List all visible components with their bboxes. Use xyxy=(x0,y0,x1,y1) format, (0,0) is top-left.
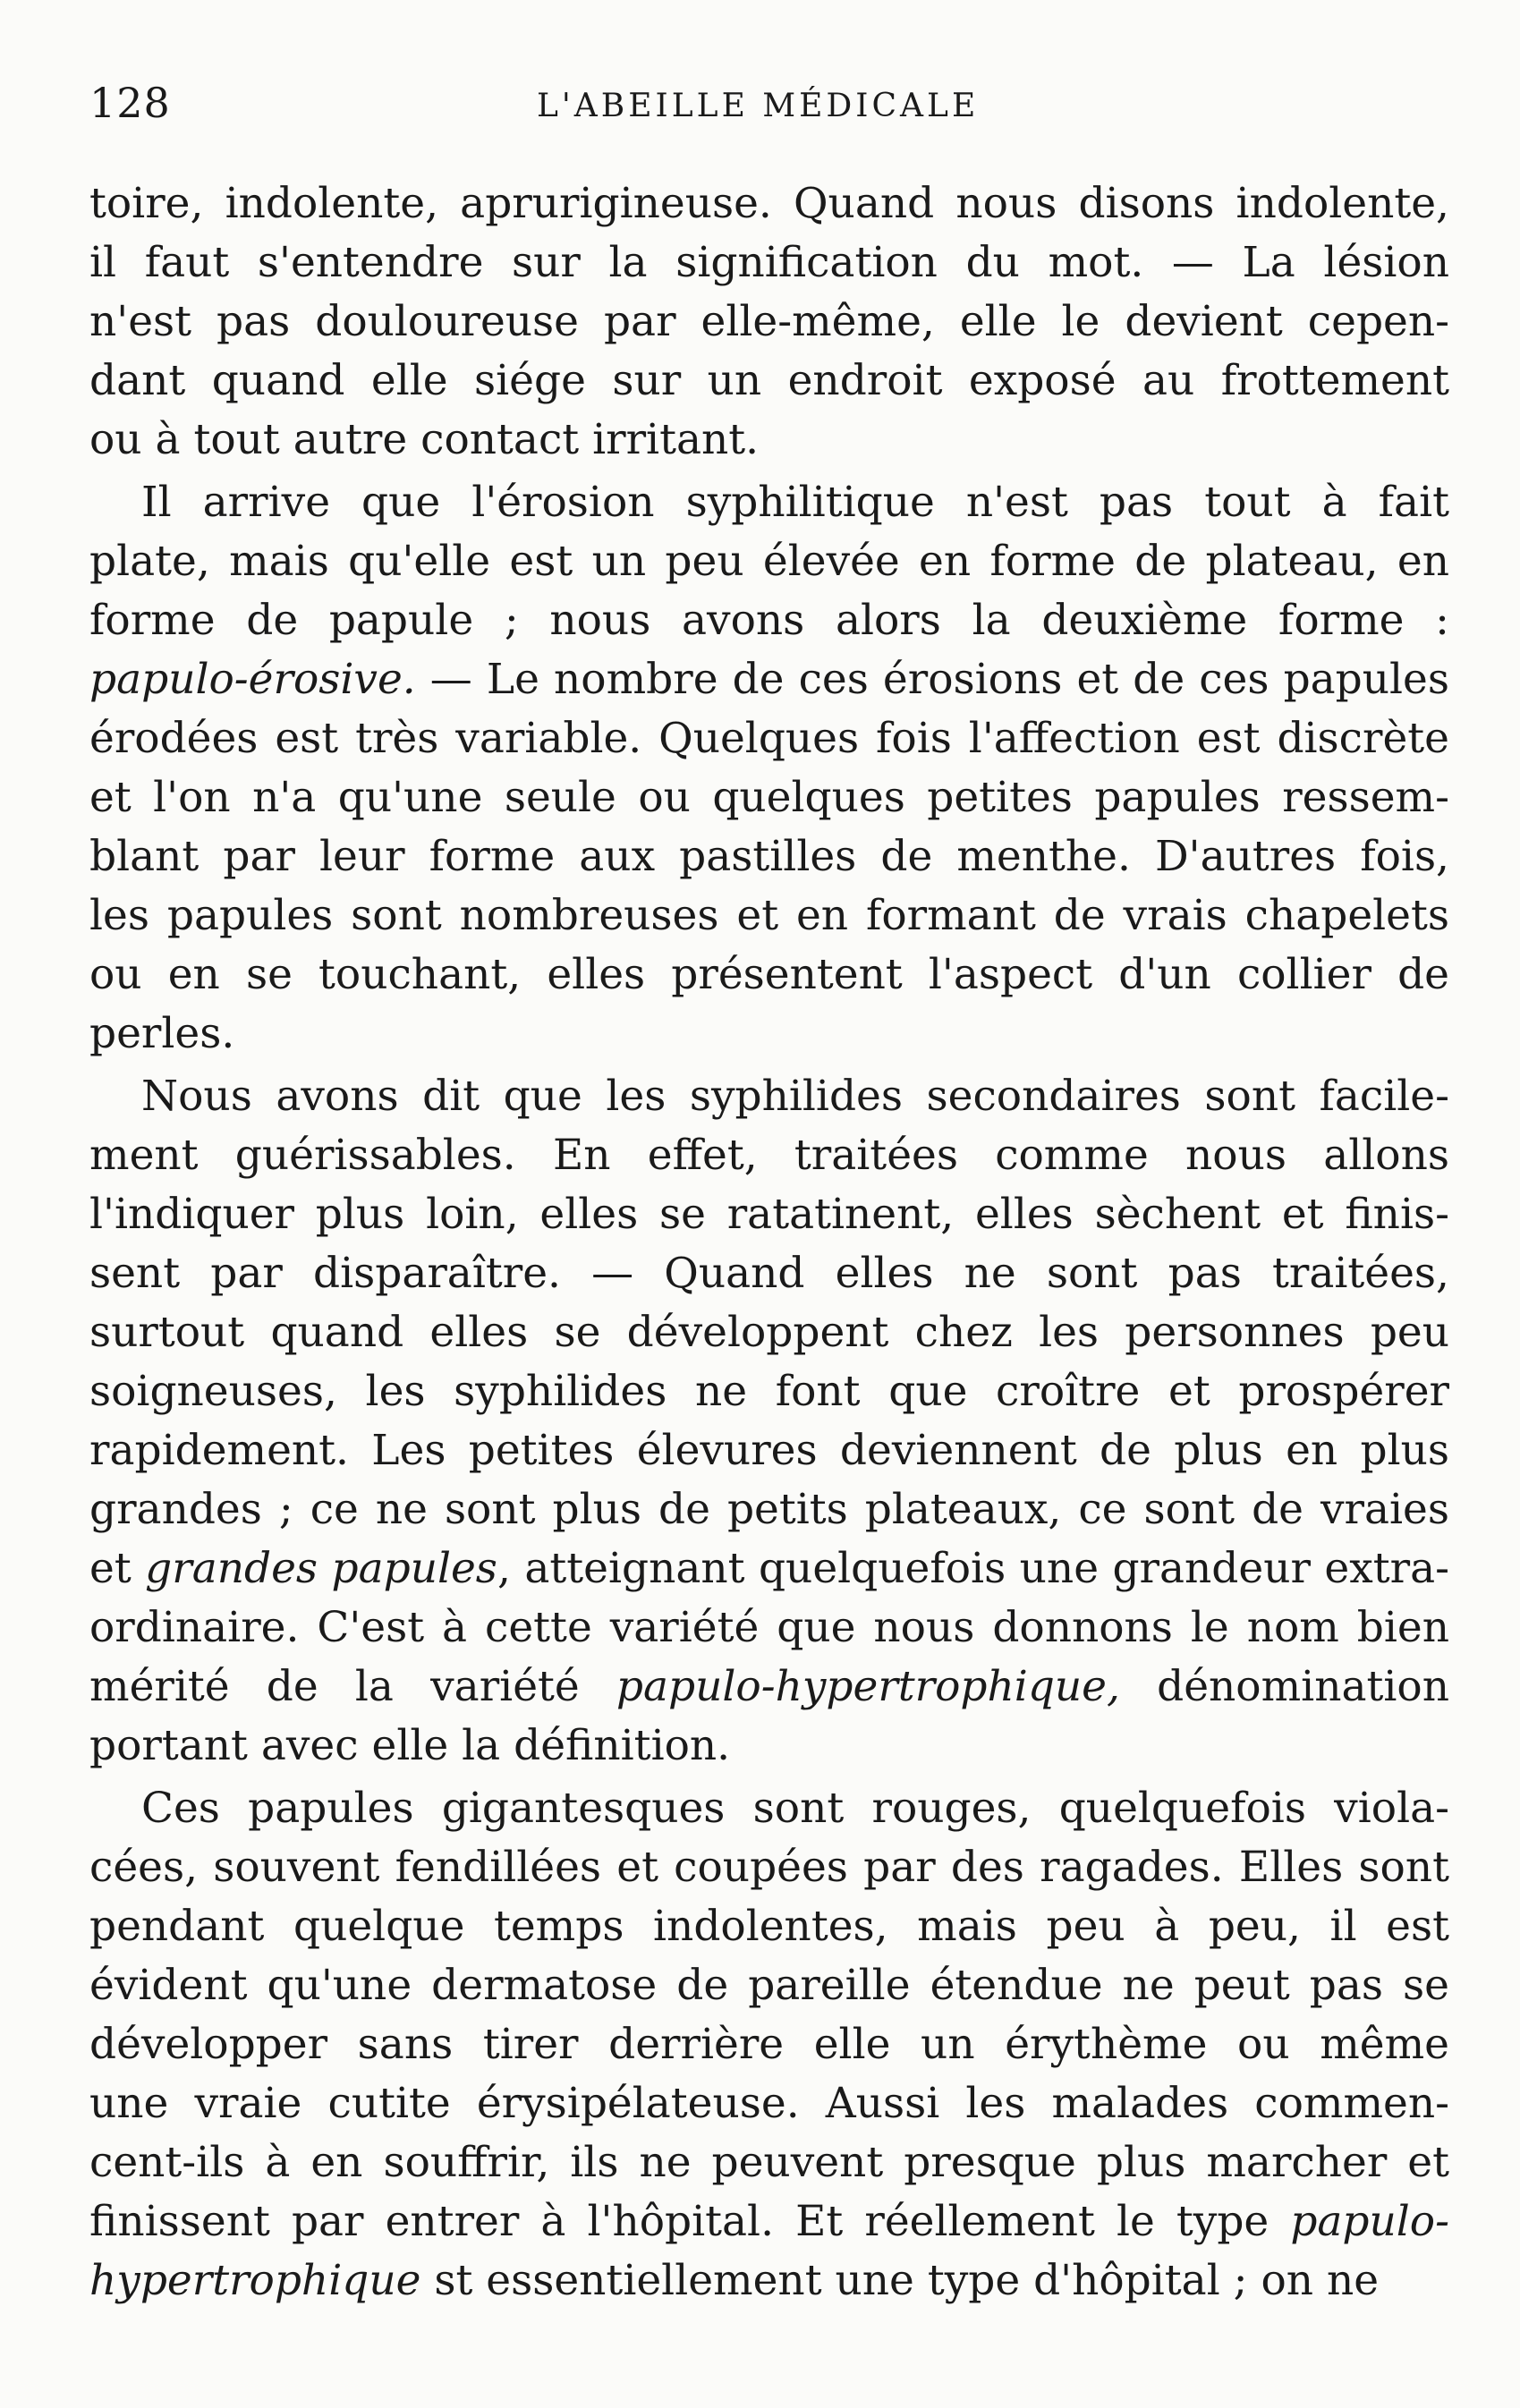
text-span: développer sans tirer derrière elle un érythème ou même xyxy=(89,2020,1449,2069)
text-line xyxy=(89,2074,1449,2133)
text-line xyxy=(89,233,1449,293)
text-span: ment guérissables. En effet, traitées comme nous allons xyxy=(89,1131,1449,1180)
text-span: perles. xyxy=(89,1009,235,1058)
text-span: pendant quelque temps indolentes, mais peu à peu, il est xyxy=(89,1902,1449,1951)
text-line xyxy=(89,174,1449,233)
text-line xyxy=(89,1480,1449,1539)
text-line xyxy=(89,1598,1449,1658)
paragraph xyxy=(89,473,1449,1064)
text-line xyxy=(89,1126,1449,1185)
text-span: surtout quand elles se développent chez les personnes peu xyxy=(89,1308,1449,1357)
text-line xyxy=(89,1303,1449,1362)
page-number: 128 xyxy=(89,79,171,127)
text-span: portant avec elle la définition. xyxy=(89,1721,731,1770)
text-span: toire, indolente, aprurigineuse. Quand nous disons indolente, xyxy=(89,179,1449,228)
text-span: il faut s'entendre sur la signification du mot. — La lésion xyxy=(89,238,1449,287)
text-line xyxy=(89,1244,1449,1303)
text-line xyxy=(89,352,1449,411)
text-line xyxy=(89,2015,1449,2074)
text-line xyxy=(89,2251,1449,2310)
text-span: plate, mais qu'elle est un peu élevée en forme de plateau, en xyxy=(89,537,1449,586)
text-line xyxy=(89,1717,1449,1776)
text-line xyxy=(89,532,1449,591)
text-span: ou à tout autre contact irritant. xyxy=(89,415,760,464)
text-span: cent-ils à en souffrir, ils ne peuvent presque plus marcher et xyxy=(89,2138,1449,2187)
text-line xyxy=(89,293,1449,352)
text-span: l'indiquer plus loin, elles se ratatinent, elles sèchent et finis- xyxy=(89,1190,1449,1239)
text-line xyxy=(89,1658,1449,1717)
text-span: et xyxy=(89,1544,146,1593)
text-span: dénomination xyxy=(1119,1662,1449,1711)
text-span: soigneuses, les syphilides ne font que croître et prospérer xyxy=(89,1367,1449,1416)
running-title: L'ABEILLE MÉDICALE xyxy=(537,88,980,124)
text-line xyxy=(89,1067,1449,1126)
body-text xyxy=(89,174,1449,2310)
text-span: et l'on n'a qu'une seule ou quelques petites papules ressem- xyxy=(89,773,1449,822)
italic-span: papulo-érosive. xyxy=(89,655,416,704)
text-span: forme de papule ; nous avons alors la deuxième forme : xyxy=(89,596,1449,645)
text-line xyxy=(89,1838,1449,1897)
text-line xyxy=(89,768,1449,827)
text-line xyxy=(89,709,1449,768)
text-span: une vraie cutite érysipélateuse. Aussi les malades commen- xyxy=(89,2079,1449,2128)
text-span: ou en se touchant, elles présentent l'aspect d'un collier de xyxy=(89,950,1449,999)
text-line xyxy=(89,1185,1449,1244)
text-span: rapidement. Les petites élevures deviennent de plus en plus xyxy=(89,1426,1449,1475)
text-span: cées, souvent fendillées et coupées par des ragades. Elles sont xyxy=(89,1843,1449,1892)
text-span: ordinaire. C'est à cette variété que nous donnons le nom bien xyxy=(89,1603,1449,1652)
text-line xyxy=(89,650,1449,709)
text-line xyxy=(89,827,1449,886)
text-line xyxy=(89,1005,1449,1064)
text-line xyxy=(89,1421,1449,1480)
text-line xyxy=(89,473,1449,532)
text-span: Ces papules gigantesques sont rouges, quelquefois viola- xyxy=(141,1784,1449,1833)
text-span: Il arrive que l'érosion syphilitique n'est pas tout à fait xyxy=(141,478,1449,527)
text-line xyxy=(89,411,1449,470)
text-span: n'est pas douloureuse par elle-même, elle le devient cepen- xyxy=(89,297,1449,346)
italic-span: grandes papules xyxy=(145,1544,497,1593)
text-line xyxy=(89,886,1449,945)
text-span: Nous avons dit que les syphilides secondaires sont facile- xyxy=(141,1072,1449,1121)
italic-span: papulo-hypertrophique, xyxy=(616,1662,1120,1711)
text-line xyxy=(89,2192,1449,2251)
text-line xyxy=(89,1362,1449,1421)
page-header xyxy=(89,79,1449,132)
text-line xyxy=(89,591,1449,650)
text-span: blant par leur forme aux pastilles de menthe. D'autres fois, xyxy=(89,832,1449,881)
text-span: évident qu'une dermatose de pareille étendue ne peut pas se xyxy=(89,1961,1449,2010)
italic-span: hypertrophique xyxy=(89,2256,421,2305)
text-span: st essentiellement une type d'hôpital ; on ne xyxy=(420,2256,1380,2305)
paragraph xyxy=(89,174,1449,470)
text-line xyxy=(89,1779,1449,1838)
text-line xyxy=(89,1956,1449,2015)
text-span: dant quand elle siége sur un endroit exposé au frottement xyxy=(89,356,1449,405)
italic-span: papulo- xyxy=(1290,2197,1449,2246)
text-line xyxy=(89,2133,1449,2192)
text-span: sent par disparaître. — Quand elles ne sont pas traitées, xyxy=(89,1249,1449,1298)
text-span: érodées est très variable. Quelques fois l'affection est discrète xyxy=(89,714,1449,763)
text-span: grandes ; ce ne sont plus de petits plateaux, ce sont de vraies xyxy=(89,1485,1449,1534)
text-line xyxy=(89,1897,1449,1956)
text-span: mérité de la variété xyxy=(89,1662,616,1711)
paragraph xyxy=(89,1779,1449,2310)
text-span: les papules sont nombreuses et en formant de vrais chapelets xyxy=(89,891,1449,940)
text-line xyxy=(89,1539,1449,1598)
text-line xyxy=(89,945,1449,1005)
paragraph xyxy=(89,1067,1449,1776)
text-span: finissent par entrer à l'hôpital. Et réellement le type xyxy=(89,2197,1291,2246)
text-span: , atteignant quelquefois une grandeur extra- xyxy=(497,1544,1449,1593)
text-span: — Le nombre de ces érosions et de ces papules xyxy=(415,655,1449,704)
